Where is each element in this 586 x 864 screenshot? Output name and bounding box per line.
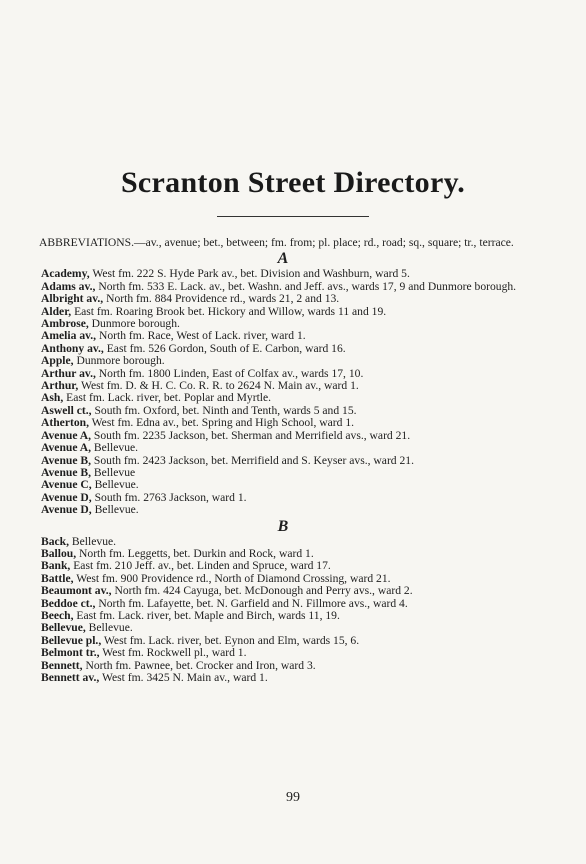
street-description: North fm. 533 E. Lack. av., bet. Washn. and Jeff. avs., wards 17, 9 and Dunmore borough. xyxy=(95,279,517,293)
street-name: Apple, xyxy=(41,354,74,368)
page-number: 99 xyxy=(286,790,300,805)
street-name: Adams av., xyxy=(41,279,96,293)
street-name: Avenue B, xyxy=(41,465,92,479)
street-name: Academy, xyxy=(41,267,90,281)
street-description: North fm. Race, West of Lack. river, ward 1. xyxy=(96,329,306,343)
street-name: Avenue C, xyxy=(41,478,92,492)
street-name: Bellevue pl., xyxy=(41,633,102,647)
street-description: West fm. Rockwell pl., ward 1. xyxy=(99,646,247,660)
title-rule xyxy=(217,216,369,217)
street-name: Ash, xyxy=(41,391,64,405)
street-description: Bellevue. xyxy=(91,441,139,455)
street-name: Avenue B, xyxy=(41,453,92,467)
street-description: West fm. Edna av., bet. Spring and High School, ward 1. xyxy=(88,416,355,430)
street-name: Bennett av., xyxy=(41,671,100,684)
street-name: Battle, xyxy=(41,571,74,585)
street-description: South fm. 2235 Jackson, bet. Sherman and Merrifield avs., ward 21. xyxy=(91,428,411,442)
street-description: South fm. Oxford, bet. Ninth and Tenth, wards 5 and 15. xyxy=(91,403,357,417)
street-description: East fm. 526 Gordon, South of E. Carbon, ward 16. xyxy=(103,341,346,355)
street-name: Ambrose, xyxy=(41,317,89,331)
section-b-entries xyxy=(29,536,537,685)
street-description: Bellevue. xyxy=(69,534,117,548)
street-name: Beaumont av., xyxy=(41,584,112,598)
street-name: Avenue D, xyxy=(41,503,92,517)
street-description: South fm. 2423 Jackson, bet. Merrifield and S. Keyser avs., ward 21. xyxy=(91,453,414,467)
street-description: North fm. 424 Cayuga, bet. McDonough and Perry avs., ward 2. xyxy=(111,584,413,598)
street-description: South fm. 2763 Jackson, ward 1. xyxy=(91,490,247,504)
street-description: Bellevue xyxy=(91,465,136,479)
street-name: Atherton, xyxy=(41,416,89,430)
street-description: North fm. 1800 Linden, East of Colfax av., wards 17, 10. xyxy=(95,366,364,380)
page-title: Scranton Street Directory. xyxy=(120,166,466,199)
section-a-entries xyxy=(29,268,537,516)
street-name: Beddoe ct., xyxy=(41,596,96,610)
street-description: East fm. Roaring Brook bet. Hickory and Willow, wards 11 and 19. xyxy=(71,304,387,318)
street-description: East fm. Lack. river, bet. Maple and Birch, wards 11, 19. xyxy=(73,608,340,622)
street-description: Bellevue. xyxy=(91,503,139,517)
street-name: Bank, xyxy=(41,559,71,573)
street-description: East fm. Lack. river, bet. Poplar and Myrtle. xyxy=(63,391,272,405)
street-description: North fm. Lafayette, bet. N. Garfield and N. Fillmore avs., ward 4. xyxy=(95,596,408,610)
section-heading-b: B xyxy=(277,517,289,535)
street-description: North fm. Leggetts, bet. Durkin and Rock, ward 1. xyxy=(76,546,314,560)
street-name: Anthony av., xyxy=(41,341,104,355)
street-name: Avenue D, xyxy=(41,490,92,504)
directory-entry xyxy=(29,504,537,516)
street-description: West fm. 3425 N. Main av., ward 1. xyxy=(99,671,268,684)
street-description: North fm. 884 Providence rd., wards 21, 2 and 13. xyxy=(103,292,340,306)
street-name: Belmont tr., xyxy=(41,646,100,660)
abbreviations-paragraph: ABBREVIATIONS.—av., avenue; bet., between; fm. from; pl. place; rd., road; sq., square; tr., terrace. xyxy=(39,236,514,249)
street-name: Bennett, xyxy=(41,658,83,672)
street-name: Arthur av., xyxy=(41,366,96,380)
directory-entry xyxy=(29,672,537,684)
street-description: East fm. 210 Jeff. av., bet. Linden and Spruce, ward 17. xyxy=(70,559,331,573)
street-name: Avenue A, xyxy=(41,428,92,442)
street-description: West fm. 900 Providence rd., North of Diamond Crossing, ward 21. xyxy=(73,571,391,585)
street-name: Avenue A, xyxy=(41,441,92,455)
street-description: Bellevue. xyxy=(85,621,133,635)
street-description: Dunmore borough. xyxy=(88,317,180,331)
street-name: Ballou, xyxy=(41,546,77,560)
street-name: Beech, xyxy=(41,608,74,622)
street-description: Dunmore borough. xyxy=(73,354,165,368)
street-name: Bellevue, xyxy=(41,621,86,635)
street-name: Albright av., xyxy=(41,292,104,306)
street-name: Arthur, xyxy=(41,379,79,393)
street-description: West fm. 222 S. Hyde Park av., bet. Division and Washburn, ward 5. xyxy=(89,267,410,281)
street-name: Amelia av., xyxy=(41,329,97,343)
section-heading-a: A xyxy=(277,250,289,268)
street-name: Aswell ct., xyxy=(41,403,92,417)
street-name: Alder, xyxy=(41,304,72,318)
street-description: West fm. D. & H. C. Co. R. R. to 2624 N. Main av., ward 1. xyxy=(78,379,359,393)
street-name: Back, xyxy=(41,534,70,548)
street-description: West fm. Lack. river, bet. Eynon and Elm, wards 15, 6. xyxy=(101,633,360,647)
directory-body xyxy=(29,237,537,684)
street-description: Bellevue. xyxy=(91,478,139,492)
street-description: North fm. Pawnee, bet. Crocker and Iron, ward 3. xyxy=(82,658,316,672)
